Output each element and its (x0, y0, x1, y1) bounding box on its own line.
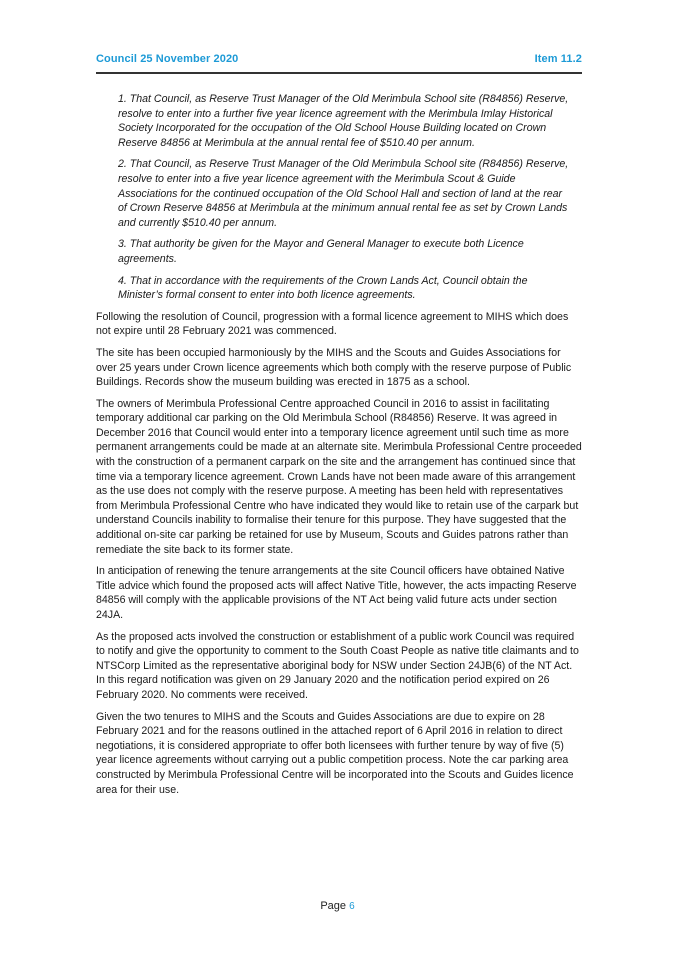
body-paragraph: In anticipation of renewing the tenure arrangements at the site Council officers have obtained Native Title advice which found the proposed acts will affect Native Title, however, the acts impacting Reserve 84856 will comply with the applicable provisions of the NT Act being valid future acts under section 24JA. (96, 565, 577, 621)
body-paragraph: The site has been occupied harmoniously by the MIHS and the Scouts and Guides Associations for over 25 years under Crown licence agreements which both comply with the reserve purpose of Public Buildings. Records show the museum building was erected in 1875 as a school. (96, 346, 572, 389)
page-label: Page (320, 900, 347, 912)
meeting-title: Council 25 November 2020 (96, 53, 239, 65)
page-number-value: 6 (349, 901, 355, 912)
resolution-item: 1. That Council, as Reserve Trust Manager of the Old Merimbula School site (R84856) Reserve, resolve to enter into a further five year licence agreement with the Merimbula Imlay Historical Society Incorporated for the occupation of the Old School House Building located on Crown Reserve 84856 at Merimbula at the annual rental fee of $510.40 per annum. (118, 93, 569, 149)
body-paragraph: As the proposed acts involved the construction or establishment of a public work Council was required to notify and give the opportunity to comment to the South Coast People as native title claimants and to NTSCorp Limited as the representative aboriginal body for NSW under Section 24JB(6) of the NT Act. In this regard notification was given on 29 January 2020 and the notification period expired on 26 February 2020. No comments were received. (96, 630, 579, 701)
resolution-item: 3. That authority be given for the Mayor and General Manager to execute both Licence agreements. (118, 238, 524, 265)
body-paragraph: Given the two tenures to MIHS and the Scouts and Guides Associations are due to expire on 28 February 2021 and for the reasons outlined in the attached report of 6 April 2016 in relation to direct negotiations, it is considered appropriate to offer both licensees with further tenure by way of five (5) year licence agreements without carrying out a public competition process. Note the car parking area constructed by Merimbula Professional Centre will be incorporated into the Scouts and Guides licence area for their use. (96, 710, 574, 796)
page-number (0, 900, 675, 912)
page-header (96, 53, 582, 73)
document-body (96, 92, 582, 804)
resolution-item: 2. That Council, as Reserve Trust Manager of the Old Merimbula School site (R84856) Reserve, resolve to enter into a five year licence agreement with the Merimbula Scout & Guide Associations for the continued occupation of the Old School Hall and section of land at the rear of Crown Reserve 84856 at Merimbula at the minimum annual rental fee as set by Crown Lands and currently $510.40 per annum. (118, 158, 569, 229)
item-number: Item 11.2 (534, 53, 582, 65)
body-paragraph: Following the resolution of Council, progression with a formal licence agreement to MIHS which does not expire until 28 February 2021 was commenced. (96, 310, 569, 338)
body-paragraph: The owners of Merimbula Professional Centre approached Council in 2016 to assist in facilitating temporary additional car parking on the Old Merimbula School (R84856) Reserve. It was agreed in December 2016 that Council would enter into a temporary licence agreement until such time as more permanent arrangements could be made at an alternate site. Merimbula Professional Centre proceeded with the construction of a permanent carpark on the site and the arrangement has continued since that time via a temporary licence agreement. Crown Lands have not been made aware of this arrangement as the use does not comply with the reserve purpose. A meeting has been held with representatives from Merimbula Professional Centre who have indicated they would like to retain use of the carpark but understand Councils inability to formalise their tenure for this purpose. They have suggested that the additional on-site car parking be retained for use by Museum, Scouts and Guides patrons rather than remediate the site back to its former state. (96, 397, 582, 556)
header-rule (96, 72, 582, 74)
resolution-item: 4. That in accordance with the requirements of the Crown Lands Act, Council obtain the Minister’s formal consent to enter into both licence agreements. (118, 274, 528, 302)
